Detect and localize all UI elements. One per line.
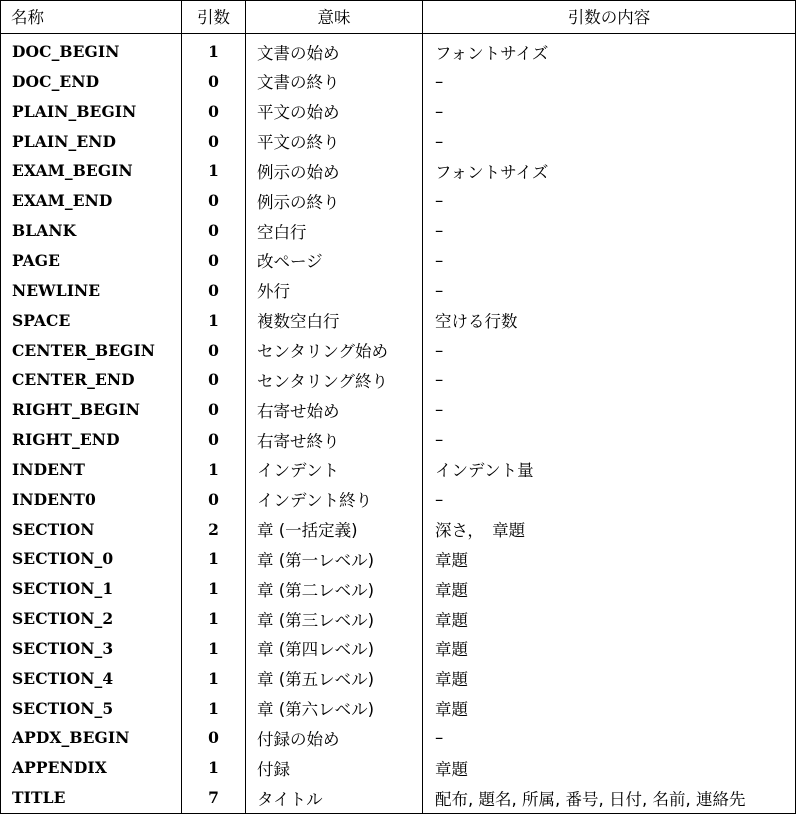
- macro-name-cell: APPENDIX: [1, 753, 182, 783]
- table-row: [1, 723, 796, 753]
- meaning-cell: 章 (第五レベル): [246, 663, 423, 693]
- macro-name-cell: INDENT0: [1, 484, 182, 514]
- table-row: [1, 514, 796, 544]
- arg-contents-cell: –: [423, 484, 796, 514]
- macro-name-cell: PLAIN_BEGIN: [1, 96, 182, 126]
- table-row: [1, 275, 796, 305]
- macro-name-cell: BLANK: [1, 216, 182, 246]
- table-row: [1, 96, 796, 126]
- arg-count-cell: 0: [182, 395, 246, 425]
- table-row: [1, 66, 796, 96]
- macro-name-cell: SECTION_5: [1, 693, 182, 723]
- table-row: [1, 693, 796, 723]
- meaning-cell: センタリング始め: [246, 335, 423, 365]
- table-row: [1, 753, 796, 783]
- macro-name-cell: PAGE: [1, 246, 182, 276]
- arg-contents-cell: フォントサイズ: [423, 37, 796, 67]
- meaning-cell: 文書の始め: [246, 37, 423, 67]
- header-name: 名称: [1, 1, 182, 34]
- macro-name-cell: SECTION_1: [1, 574, 182, 604]
- arg-contents-cell: –: [423, 275, 796, 305]
- macro-name-cell: CENTER_BEGIN: [1, 335, 182, 365]
- arg-count-cell: 1: [182, 305, 246, 335]
- table-row: [1, 425, 796, 455]
- table-row: [1, 663, 796, 693]
- arg-contents-cell: 章題: [423, 574, 796, 604]
- arg-count-cell: 1: [182, 454, 246, 484]
- macro-name-cell: SECTION_0: [1, 544, 182, 574]
- arg-contents-cell: 章題: [423, 634, 796, 664]
- arg-count-cell: 0: [182, 246, 246, 276]
- meaning-cell: 外行: [246, 275, 423, 305]
- arg-count-cell: 0: [182, 126, 246, 156]
- arg-count-cell: 1: [182, 663, 246, 693]
- arg-contents-cell: –: [423, 425, 796, 455]
- meaning-cell: 改ページ: [246, 246, 423, 276]
- arg-contents-cell: –: [423, 246, 796, 276]
- arg-count-cell: 1: [182, 156, 246, 186]
- meaning-cell: 文書の終り: [246, 66, 423, 96]
- meaning-cell: センタリング終り: [246, 365, 423, 395]
- arg-contents-cell: 空ける行数: [423, 305, 796, 335]
- arg-count-cell: 0: [182, 365, 246, 395]
- arg-count-cell: 0: [182, 335, 246, 365]
- arg-count-cell: 0: [182, 66, 246, 96]
- macro-name-cell: SECTION: [1, 514, 182, 544]
- table-row: [1, 365, 796, 395]
- arg-contents-cell: –: [423, 365, 796, 395]
- arg-count-cell: 0: [182, 216, 246, 246]
- header-contents: 引数の内容: [423, 1, 796, 34]
- meaning-cell: 章 (第四レベル): [246, 634, 423, 664]
- table-row: [1, 454, 796, 484]
- arg-contents-cell: 章題: [423, 753, 796, 783]
- table-row: [1, 126, 796, 156]
- arg-count-cell: 0: [182, 425, 246, 455]
- table-row: [1, 574, 796, 604]
- arg-count-cell: 1: [182, 753, 246, 783]
- arg-contents-cell: –: [423, 186, 796, 216]
- macro-name-cell: DOC_END: [1, 66, 182, 96]
- meaning-cell: 章 (一括定義): [246, 514, 423, 544]
- arg-count-cell: 0: [182, 484, 246, 514]
- macro-name-cell: CENTER_END: [1, 365, 182, 395]
- macro-name-cell: SECTION_2: [1, 604, 182, 634]
- arg-count-cell: 1: [182, 37, 246, 67]
- arg-count-cell: 0: [182, 186, 246, 216]
- arg-contents-cell: 章題: [423, 693, 796, 723]
- header-row: [1, 1, 796, 34]
- macro-name-cell: APDX_BEGIN: [1, 723, 182, 753]
- macro-name-cell: EXAM_END: [1, 186, 182, 216]
- arg-count-cell: 1: [182, 574, 246, 604]
- arg-contents-cell: –: [423, 66, 796, 96]
- arg-contents-cell: 章題: [423, 544, 796, 574]
- arg-contents-cell: 章題: [423, 663, 796, 693]
- arg-contents-cell: インデント量: [423, 454, 796, 484]
- macro-name-cell: SECTION_4: [1, 663, 182, 693]
- table-row: [1, 634, 796, 664]
- header-argc: 引数: [182, 1, 246, 34]
- meaning-cell: インデント: [246, 454, 423, 484]
- arg-contents-cell: 深さ， 章題: [423, 514, 796, 544]
- arg-contents-cell: 配布, 題名, 所属, 番号, 日付, 名前, 連絡先: [423, 783, 796, 814]
- table-row: [1, 783, 796, 814]
- macro-name-cell: RIGHT_END: [1, 425, 182, 455]
- arg-contents-cell: –: [423, 395, 796, 425]
- macro-name-cell: TITLE: [1, 783, 182, 814]
- macro-name-cell: RIGHT_BEGIN: [1, 395, 182, 425]
- table-row: [1, 484, 796, 514]
- arg-count-cell: 1: [182, 693, 246, 723]
- table-row: [1, 335, 796, 365]
- arg-count-cell: 0: [182, 275, 246, 305]
- meaning-cell: 章 (第三レベル): [246, 604, 423, 634]
- arg-count-cell: 1: [182, 544, 246, 574]
- table-row: [1, 395, 796, 425]
- meaning-cell: 章 (第一レベル): [246, 544, 423, 574]
- arg-count-cell: 1: [182, 634, 246, 664]
- meaning-cell: 例示の終り: [246, 186, 423, 216]
- arg-count-cell: 2: [182, 514, 246, 544]
- arg-contents-cell: –: [423, 335, 796, 365]
- meaning-cell: 平文の終り: [246, 126, 423, 156]
- table-row: [1, 156, 796, 186]
- macro-name-cell: SPACE: [1, 305, 182, 335]
- table-row: [1, 186, 796, 216]
- macro-name-cell: EXAM_BEGIN: [1, 156, 182, 186]
- meaning-cell: 章 (第六レベル): [246, 693, 423, 723]
- macro-name-cell: INDENT: [1, 454, 182, 484]
- meaning-cell: 付録: [246, 753, 423, 783]
- arg-contents-cell: –: [423, 126, 796, 156]
- meaning-cell: タイトル: [246, 783, 423, 814]
- arg-contents-cell: –: [423, 723, 796, 753]
- table-row: [1, 37, 796, 67]
- meaning-cell: 付録の始め: [246, 723, 423, 753]
- macro-name-cell: PLAIN_END: [1, 126, 182, 156]
- arg-count-cell: 0: [182, 723, 246, 753]
- meaning-cell: 右寄せ始め: [246, 395, 423, 425]
- meaning-cell: 複数空白行: [246, 305, 423, 335]
- macro-name-cell: DOC_BEGIN: [1, 37, 182, 67]
- macro-name-cell: SECTION_3: [1, 634, 182, 664]
- table-body: [1, 34, 796, 814]
- table-row: [1, 544, 796, 574]
- table-row: [1, 604, 796, 634]
- macro-name-cell: NEWLINE: [1, 275, 182, 305]
- table-row: [1, 216, 796, 246]
- meaning-cell: インデント終り: [246, 484, 423, 514]
- arg-contents-cell: 章題: [423, 604, 796, 634]
- arg-contents-cell: フォントサイズ: [423, 156, 796, 186]
- arg-count-cell: 7: [182, 783, 246, 814]
- meaning-cell: 右寄せ終り: [246, 425, 423, 455]
- arg-contents-cell: –: [423, 96, 796, 126]
- arg-count-cell: 1: [182, 604, 246, 634]
- meaning-cell: 例示の始め: [246, 156, 423, 186]
- arg-contents-cell: –: [423, 216, 796, 246]
- table-row: [1, 246, 796, 276]
- header-meaning: 意味: [246, 1, 423, 34]
- meaning-cell: 平文の始め: [246, 96, 423, 126]
- meaning-cell: 空白行: [246, 216, 423, 246]
- meaning-cell: 章 (第二レベル): [246, 574, 423, 604]
- arg-count-cell: 0: [182, 96, 246, 126]
- table-row: [1, 305, 796, 335]
